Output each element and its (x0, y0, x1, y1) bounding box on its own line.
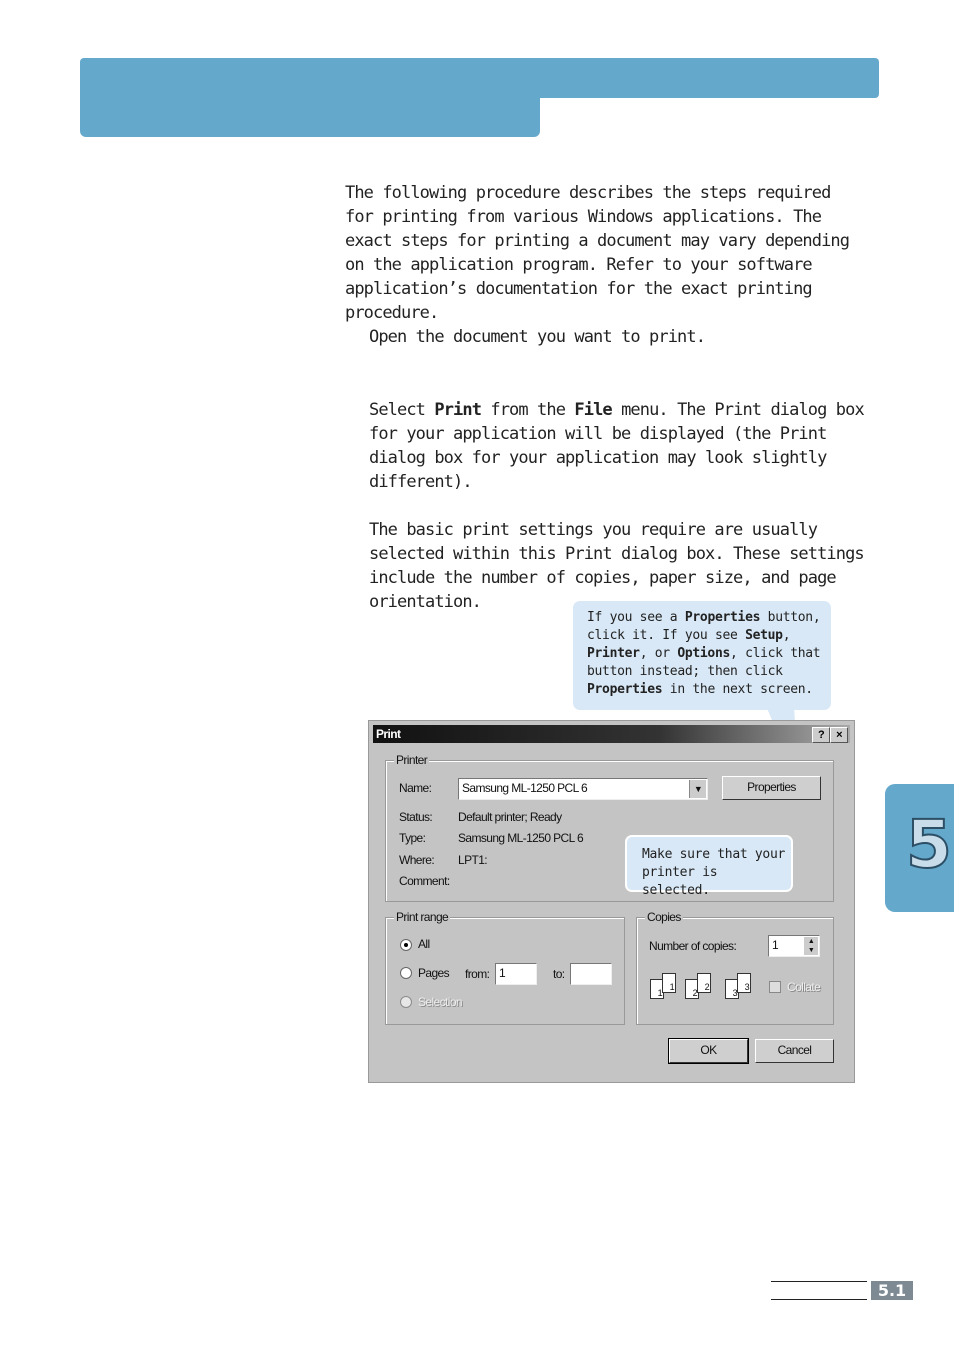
collate-page-icon: 3 (725, 979, 739, 999)
copies-value: 1 (772, 938, 779, 952)
close-button[interactable]: × (830, 727, 848, 743)
properties-button[interactable]: Properties (722, 776, 821, 800)
step-1-text: Open the document you want to print. (369, 327, 706, 347)
chapter-number: 5 (906, 806, 950, 883)
from-input[interactable]: 1 (495, 963, 537, 985)
copies-spinner[interactable] (768, 935, 820, 957)
selection-label: Selection (418, 995, 462, 1009)
collate-checkbox[interactable] (769, 981, 781, 993)
all-label: All (418, 937, 430, 951)
printer-name-value: Samsung ML-1250 PCL 6 (462, 781, 588, 795)
printer-select-callout: Make sure that your printer is selected. (625, 835, 793, 892)
comment-label: Comment: (399, 874, 450, 888)
footer-rule (771, 1281, 867, 1300)
selection-radio[interactable] (400, 996, 412, 1008)
ok-button[interactable]: OK (669, 1039, 748, 1063)
collate-page-icon: 3 (737, 973, 751, 993)
to-input[interactable] (570, 963, 612, 985)
step-2-note: The basic print settings you require are usually selected within this Print dialog box. These settings include the number of copies, paper size, and page orientation. (369, 520, 864, 612)
dialog-title: Print (376, 727, 401, 741)
chevron-down-icon[interactable]: ▼ (689, 780, 706, 798)
collate-page-icon: 2 (685, 979, 699, 999)
where-value: LPT1: (458, 853, 488, 867)
status-label: Status: (399, 810, 433, 824)
all-radio[interactable] (400, 939, 412, 951)
properties-callout: If you see a Properties button, click it. If you see Setup, Printer, or Options, click that button instead; then click Properties in the next screen. (573, 601, 831, 710)
copies-group (636, 910, 834, 1025)
collate-page-icon: 1 (650, 979, 664, 999)
to-label: to: (553, 967, 565, 981)
help-button[interactable]: ? (812, 727, 830, 743)
intro-paragraph: The following procedure describes the steps required for printing from various Windows applications. The exact steps for printing a document may vary depending on the application program. Refer to your software application’s documentation for the exact printing procedure. (345, 183, 850, 323)
page-number: 5.1 (871, 1281, 913, 1300)
type-value: Samsung ML-1250 PCL 6 (458, 831, 584, 845)
print-dialog (368, 720, 855, 1083)
pages-radio[interactable] (400, 967, 412, 979)
collate-page-icon: 1 (662, 973, 676, 993)
pages-label: Pages (418, 966, 450, 980)
spinner-arrows-icon[interactable]: ▲ ▼ (804, 937, 818, 955)
number-of-copies-label: Number of copies: (649, 939, 737, 953)
type-label: Type: (399, 831, 426, 845)
status-value: Default printer; Ready (458, 810, 562, 824)
print-range-label: Print range (396, 910, 449, 924)
dialog-titlebar (373, 725, 850, 743)
where-label: Where: (399, 853, 435, 867)
collate-label: Collate (787, 980, 821, 994)
cancel-button[interactable]: Cancel (755, 1039, 834, 1063)
name-label: Name: (399, 781, 432, 795)
printer-group-label: Printer (396, 753, 428, 767)
from-label: from: (465, 967, 490, 981)
copies-group-label: Copies (647, 910, 681, 924)
collate-page-icon: 2 (697, 973, 711, 993)
printer-name-select[interactable] (458, 778, 708, 800)
step-2-text: Select Print from the File menu. The Print dialog box for your application will be displayed (the Print dialog box for your application may look slightly different). (369, 400, 864, 492)
